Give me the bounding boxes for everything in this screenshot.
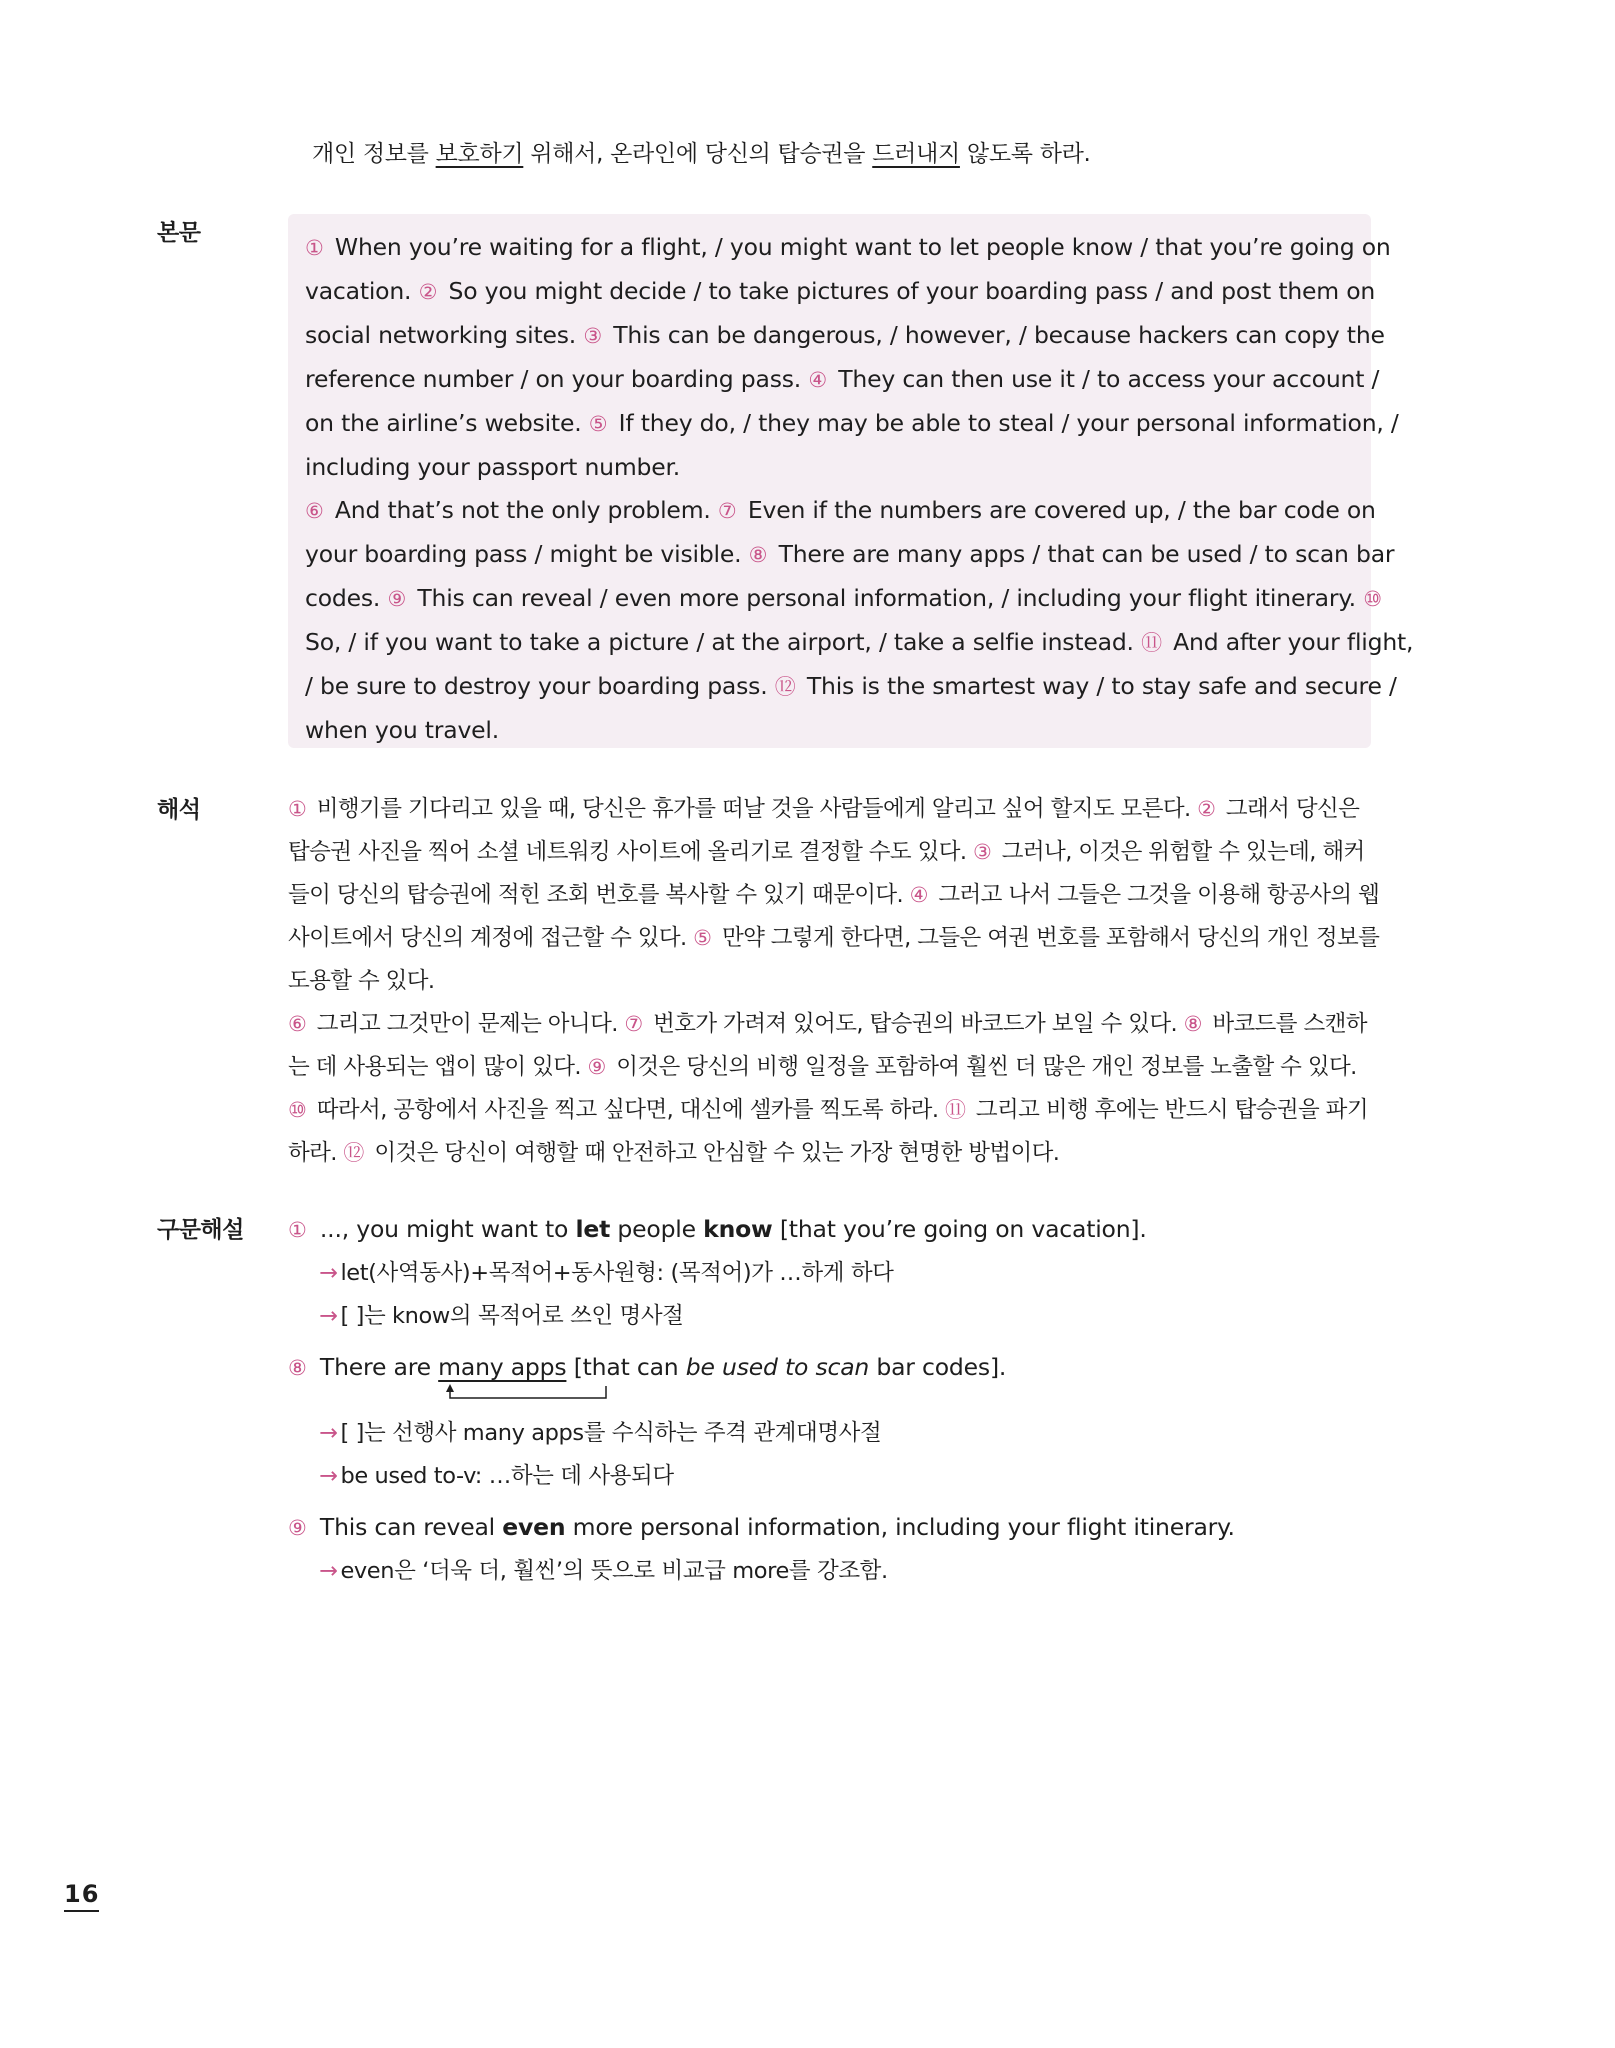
summary-text: 위해서, 온라인에 당신의 탑승권을 [523,141,873,167]
sentence-number: ② [418,280,438,304]
passage-text: If they do, / they may be able to steal / your personal information, / [611,409,1399,437]
translation-text: 이것은 당신의 비행 일정을 포함하여 훨씬 더 많은 개인 정보를 노출할 수 있다. [609,1054,1357,1080]
passage-text: reference number / on your boarding pass. [305,365,809,393]
label-translation: 해석 [157,797,201,823]
translation-text: 이것은 당신이 여행할 때 안전하고 안심할 수 있는 가장 현명한 방법이다. [367,1140,1060,1166]
grammar-notes [288,1208,1371,1593]
grammar-text: bar codes]. [869,1353,1007,1381]
passage-text: / be sure to destroy your boarding pass. [305,672,775,700]
passage-line [305,314,1385,358]
grammar-note [288,1295,1371,1338]
summary-underline-2: 드러내지 [872,141,960,167]
arrow-icon: → [319,1303,338,1329]
translation-text: 는 데 사용되는 앱이 많이 있다. [288,1054,588,1080]
grammar-note [288,1455,1371,1498]
grammar-note-text: [ ]는 know의 목적어로 쓰인 명사절 [340,1303,684,1329]
translation-text: 하라. [288,1140,344,1166]
sentence-number: ① [288,797,307,821]
grammar-note [288,1412,1371,1455]
translation-line [288,831,1371,874]
translation-text: 바코드를 스캔하 [1205,1011,1367,1037]
translation-text: 사이트에서 당신의 계정에 접근할 수 있다. [288,925,694,951]
label-passage: 본문 [157,220,201,246]
passage-text: And after your flight, [1165,628,1414,656]
passage-line [305,270,1376,314]
passage-line [305,446,1355,489]
sentence-number: ① [288,1218,307,1242]
grammar-note-text: be used to-v: …하는 데 사용되다 [340,1463,674,1489]
passage-line [305,226,1391,270]
translation-text: 비행기를 기다리고 있을 때, 당신은 휴가를 떠날 것을 사람들에게 알리고 싶어 할지도 모른다. [310,796,1198,822]
translation-line [288,1089,1371,1132]
passage-text: Even if the numbers are covered up, / the bar code on [740,496,1376,524]
passage-text: And that’s not the only problem. [327,496,718,524]
sentence-number: ④ [909,883,928,907]
passage-text: including your passport number. [305,453,681,481]
sentence-number: ⑧ [288,1356,307,1380]
grammar-text: [that can [566,1353,686,1381]
sentence-number: ⑥ [305,499,324,523]
passage-text: This is the smartest way / to stay safe and secure / [799,672,1397,700]
translation-line [288,917,1380,960]
passage-line [305,358,1380,402]
grammar-text: There are [312,1353,439,1381]
sentence-number: ⑧ [748,543,768,567]
sentence-number: ⑤ [588,412,608,436]
translation-text: 번호가 가려져 있어도, 탑승권의 바코드가 보일 수 있다. [646,1011,1184,1037]
sentence-number: ⑧ [1183,1012,1202,1036]
sentence-number: ⑥ [288,1012,307,1036]
passage-line [305,489,1376,533]
translation-text: 탑승권 사진을 찍어 소셜 네트워킹 사이트에 올리기로 결정할 수도 있다. [288,839,973,865]
grammar-note-text: let(사역동사)+목적어+동사원형: (목적어)가 …하게 하다 [340,1260,894,1286]
translation-line [288,1003,1371,1046]
passage-line [305,665,1397,709]
passage-text: There are many apps / that can be used / to scan bar [771,540,1395,568]
grammar-text: ..., you might want to [312,1215,576,1243]
arrow-icon: → [319,1260,338,1286]
grammar-item-9 [288,1506,1371,1550]
passage-text: This can reveal / even more personal information, / including your flight itinerary. [410,584,1364,612]
sentence-number: ③ [973,840,992,864]
grammar-text: people [610,1215,704,1243]
summary-text: 않도록 하라. [959,141,1091,167]
grammar-bold: even [502,1513,566,1541]
arrow-icon: → [319,1420,338,1446]
sentence-number: ③ [583,324,602,348]
sentence-number: ⑨ [387,587,407,611]
translation-text: 그리고 비행 후에는 반드시 탑승권을 파기 [969,1097,1368,1123]
arrow-icon: → [319,1463,338,1489]
passage-line [305,709,1355,752]
translation-block [288,788,1380,1175]
grammar-bold: know [703,1215,773,1243]
modifier-arrow-icon [438,1384,608,1408]
summary-text: 개인 정보를 [312,141,436,167]
passage-line [305,533,1395,577]
translation-line [288,788,1371,831]
grammar-note [288,1252,1371,1295]
sentence-number: ⑨ [587,1055,606,1079]
grammar-text: [that you’re going on vacation]. [772,1215,1147,1243]
antecedent-underline: many apps [438,1353,567,1381]
passage-line [305,577,1382,621]
sentence-number: ⑦ [717,499,737,523]
summary-underline-1: 보호하기 [435,141,524,167]
passage-text: So, / if you want to take a picture / at the airport, / take a selfie instead. [305,628,1142,656]
sentence-number: ⑩ [288,1098,307,1122]
sentence-number: ⑫ [343,1141,364,1165]
grammar-note [288,1550,1371,1593]
summary-line [312,132,1091,176]
passage-line [305,621,1414,665]
sentence-number: ⑨ [288,1516,307,1540]
translation-text: 그래서 당신은 [1219,796,1360,822]
sentence-number: ⑤ [693,926,712,950]
passage-text: codes. [305,584,388,612]
sentence-number: ① [305,236,324,260]
sentence-number: ⑦ [624,1012,643,1036]
sentence-number: ④ [808,368,827,392]
passage-text: your boarding pass / might be visible. [305,540,749,568]
sentence-number: ⑪ [944,1098,966,1122]
passage-text: So you might decide / to take pictures of your boarding pass / and post them on [441,277,1376,305]
sentence-number: ⑫ [774,675,796,699]
passage-text: vacation. [305,277,419,305]
grammar-text: more personal information, including your flight itinerary. [565,1513,1235,1541]
arrow-icon: → [319,1558,338,1584]
page-number: 16 [64,1880,99,1912]
translation-text: 따라서, 공항에서 사진을 찍고 싶다면, 대신에 셀카를 찍도록 하라. [310,1097,945,1123]
translation-text: 도용할 수 있다. [288,968,435,994]
sentence-number: ⑩ [1363,587,1382,611]
translation-line [288,960,1371,1003]
translation-text: 그러나, 이것은 위험할 수 있는데, 해커 [995,839,1365,865]
translation-text: 들이 당신의 탑승권에 적힌 조회 번호를 복사할 수 있기 때문이다. [288,882,910,908]
grammar-note-text: [ ]는 선행사 many apps를 수식하는 주격 관계대명사절 [340,1420,882,1446]
grammar-item-8 [288,1346,1371,1390]
passage-text: on the airline’s website. [305,409,589,437]
passage-text: They can then use it / to access your account / [830,365,1380,393]
translation-line [288,1132,1371,1175]
grammar-italic: be used to scan [685,1353,870,1381]
grammar-bold: let [575,1215,611,1243]
sentence-number: ⑪ [1141,631,1162,655]
passage-text: social networking sites. [305,321,584,349]
translation-line [288,874,1380,917]
grammar-note-text: even은 ‘더욱 더, 훨씬’의 뜻으로 비교급 more를 강조함. [340,1558,888,1584]
grammar-item-1 [288,1208,1371,1252]
passage-text: This can be dangerous, / however, / because hackers can copy the [605,321,1385,349]
passage-text: when you travel. [305,716,500,744]
sentence-number: ② [1197,797,1216,821]
passage-box [288,214,1414,748]
translation-text: 만약 그렇게 한다면, 그들은 여권 번호를 포함해서 당신의 개인 정보를 [715,925,1380,951]
passage-line [305,402,1399,446]
passage-text: When you’re waiting for a flight, / you might want to let people know / that you’re going on [327,233,1391,261]
translation-line [288,1046,1371,1089]
translation-text: 그러고 나서 그들은 그것을 이용해 항공사의 웹 [931,882,1380,908]
translation-text: 그리고 그것만이 문제는 아니다. [310,1011,625,1037]
label-grammar: 구문해설 [157,1217,244,1243]
grammar-text: This can reveal [312,1513,503,1541]
